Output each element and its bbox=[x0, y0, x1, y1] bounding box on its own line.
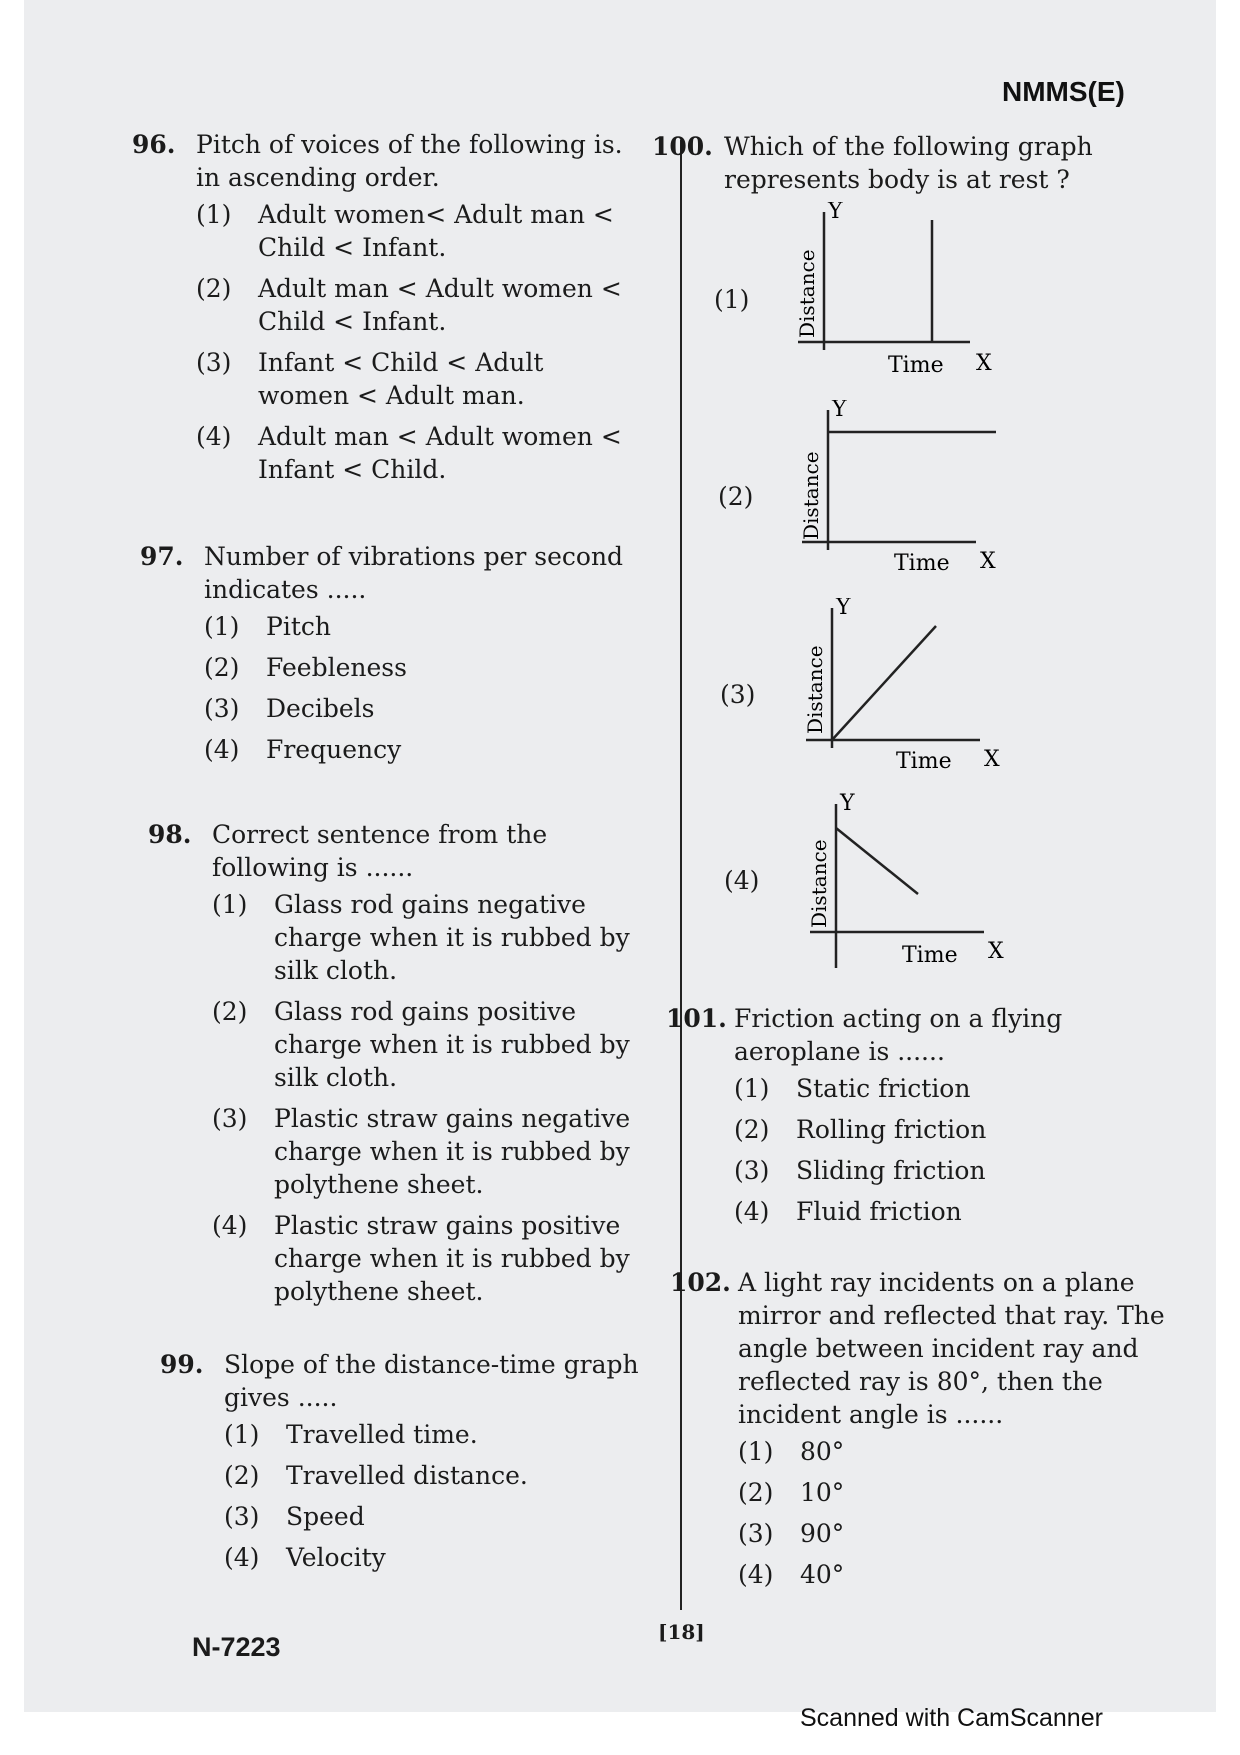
option-number: (3) bbox=[738, 1519, 774, 1548]
option-3 bbox=[204, 692, 650, 725]
x-axis-label: Time bbox=[896, 749, 952, 774]
option-2 bbox=[196, 272, 642, 338]
option-text: Travelled time. bbox=[286, 1420, 478, 1449]
option-2 bbox=[212, 995, 658, 1094]
x-axis-letter: X bbox=[976, 351, 992, 376]
option-number: (4) bbox=[738, 1560, 774, 1589]
y-axis-letter: Y bbox=[836, 598, 851, 620]
option-2 bbox=[734, 1113, 1166, 1146]
option-text: Plastic straw gains negative charge when it is rubbed by polythene sheet. bbox=[274, 1104, 631, 1199]
option-text: Infant < Child < Adult women < Adult man. bbox=[258, 348, 544, 410]
question-number: 100. bbox=[652, 132, 713, 161]
graph-option-label-4: (4) bbox=[724, 866, 760, 895]
option-4 bbox=[204, 733, 650, 766]
option-1 bbox=[196, 198, 642, 264]
option-text: 90° bbox=[800, 1519, 845, 1548]
y-axis-label: Distance bbox=[807, 839, 831, 928]
question-text: A light ray incidents on a plane mirror and reflected that ray. The angle between incident ray and reflected ray is 80°, then the incident angle is ...... bbox=[738, 1268, 1165, 1429]
option-number: (4) bbox=[224, 1543, 260, 1572]
y-axis-label: Distance bbox=[799, 451, 823, 540]
option-number: (3) bbox=[212, 1104, 248, 1133]
option-text: Travelled distance. bbox=[286, 1461, 528, 1490]
question-number: 96. bbox=[132, 130, 176, 159]
x-axis-letter: X bbox=[980, 549, 996, 574]
option-text: Decibels bbox=[266, 694, 375, 723]
option-1 bbox=[738, 1435, 1166, 1468]
question-text: Pitch of voices of the following is. in ascending order. bbox=[196, 130, 623, 192]
option-text: Rolling friction bbox=[796, 1115, 987, 1144]
option-text: 10° bbox=[800, 1478, 845, 1507]
graph-3 bbox=[792, 598, 1012, 778]
option-number: (4) bbox=[204, 735, 240, 764]
x-axis-label: Time bbox=[894, 551, 950, 576]
graph-option-label-3: (3) bbox=[720, 680, 756, 709]
question-text: Number of vibrations per second indicates ..... bbox=[204, 542, 624, 604]
exam-code-header: NMMS(E) bbox=[1002, 76, 1125, 107]
option-text: Adult man < Adult women < Child < Infant. bbox=[258, 274, 622, 336]
option-text: Adult man < Adult women < Infant < Child. bbox=[258, 422, 622, 484]
option-text: Fluid friction bbox=[796, 1197, 962, 1226]
question-number: 98. bbox=[148, 820, 192, 849]
option-4 bbox=[212, 1209, 658, 1308]
x-axis-label: Time bbox=[888, 353, 944, 378]
question-number: 102. bbox=[670, 1268, 731, 1297]
question-number: 99. bbox=[160, 1350, 204, 1379]
option-number: (2) bbox=[224, 1461, 260, 1490]
option-number: (1) bbox=[212, 890, 248, 919]
option-text: Sliding friction bbox=[796, 1156, 986, 1185]
graph-1 bbox=[784, 202, 1004, 382]
option-text: Pitch bbox=[266, 612, 331, 641]
y-axis-letter: Y bbox=[832, 400, 847, 422]
option-1 bbox=[734, 1072, 1166, 1105]
question-text: Friction acting on a flying aeroplane is ...... bbox=[734, 1004, 1063, 1066]
question-96 bbox=[132, 128, 642, 494]
question-text: Which of the following graph represents body is at rest ? bbox=[724, 132, 1093, 194]
option-text: Plastic straw gains positive charge when it is rubbed by polythene sheet. bbox=[274, 1211, 630, 1306]
option-text: 80° bbox=[800, 1437, 845, 1466]
option-text: Speed bbox=[286, 1502, 365, 1531]
option-number: (1) bbox=[196, 200, 232, 229]
y-axis-label: Distance bbox=[795, 249, 819, 338]
question-text: Correct sentence from the following is ...... bbox=[212, 820, 548, 882]
option-number: (1) bbox=[224, 1420, 260, 1449]
graph-2 bbox=[788, 400, 1008, 580]
option-3 bbox=[224, 1500, 660, 1533]
option-number: (2) bbox=[196, 274, 232, 303]
option-1 bbox=[224, 1418, 660, 1451]
option-number: (3) bbox=[224, 1502, 260, 1531]
scanned-page bbox=[24, 0, 1216, 1712]
question-text: Slope of the distance-time graph gives ..... bbox=[224, 1350, 639, 1412]
option-3 bbox=[738, 1517, 1166, 1550]
graph-line bbox=[836, 828, 918, 894]
y-axis-letter: Y bbox=[828, 202, 843, 224]
graph-4 bbox=[796, 792, 1016, 972]
option-number: (3) bbox=[196, 348, 232, 377]
option-text: Glass rod gains negative charge when it is rubbed by silk cloth. bbox=[274, 890, 630, 985]
option-2 bbox=[204, 651, 650, 684]
y-axis-label: Distance bbox=[803, 645, 827, 734]
option-3 bbox=[734, 1154, 1166, 1187]
option-4 bbox=[196, 420, 642, 486]
paper-code: N-7223 bbox=[192, 1632, 281, 1662]
option-3 bbox=[196, 346, 642, 412]
option-text: Feebleness bbox=[266, 653, 407, 682]
option-text: Glass rod gains positive charge when it is rubbed by silk cloth. bbox=[274, 997, 630, 1092]
option-number: (1) bbox=[204, 612, 240, 641]
option-text: Adult women< Adult man < Child < Infant. bbox=[258, 200, 614, 262]
option-number: (4) bbox=[212, 1211, 248, 1240]
question-97 bbox=[140, 540, 650, 774]
option-number: (2) bbox=[734, 1115, 770, 1144]
option-3 bbox=[212, 1102, 658, 1201]
question-101 bbox=[666, 1002, 1166, 1236]
option-2 bbox=[224, 1459, 660, 1492]
option-text: Frequency bbox=[266, 735, 402, 764]
graph-line bbox=[832, 626, 936, 740]
page-number: [18] bbox=[658, 1620, 705, 1644]
option-number: (4) bbox=[196, 422, 232, 451]
option-text: Velocity bbox=[286, 1543, 386, 1572]
question-number: 97. bbox=[140, 542, 184, 571]
question-98 bbox=[148, 818, 658, 1316]
option-number: (3) bbox=[204, 694, 240, 723]
question-number: 101. bbox=[666, 1004, 727, 1033]
option-1 bbox=[212, 888, 658, 987]
option-number: (3) bbox=[734, 1156, 770, 1185]
option-number: (4) bbox=[734, 1197, 770, 1226]
scanner-watermark: Scanned with CamScanner bbox=[800, 1704, 1103, 1732]
option-number: (1) bbox=[734, 1074, 770, 1103]
option-number: (2) bbox=[204, 653, 240, 682]
y-axis-letter: Y bbox=[840, 792, 855, 816]
x-axis-label: Time bbox=[902, 943, 958, 968]
graph-option-label-1: (1) bbox=[714, 285, 750, 314]
question-102 bbox=[670, 1266, 1166, 1599]
option-number: (2) bbox=[738, 1478, 774, 1507]
option-4 bbox=[734, 1195, 1166, 1228]
option-4 bbox=[224, 1541, 660, 1574]
x-axis-letter: X bbox=[984, 747, 1000, 772]
option-number: (1) bbox=[738, 1437, 774, 1466]
question-100 bbox=[652, 130, 1152, 196]
option-4 bbox=[738, 1558, 1166, 1591]
question-99 bbox=[160, 1348, 660, 1582]
option-text: Static friction bbox=[796, 1074, 971, 1103]
option-number: (2) bbox=[212, 997, 248, 1026]
option-text: 40° bbox=[800, 1560, 845, 1589]
option-2 bbox=[738, 1476, 1166, 1509]
option-1 bbox=[204, 610, 650, 643]
x-axis-letter: X bbox=[988, 939, 1004, 964]
graph-option-label-2: (2) bbox=[718, 482, 754, 511]
